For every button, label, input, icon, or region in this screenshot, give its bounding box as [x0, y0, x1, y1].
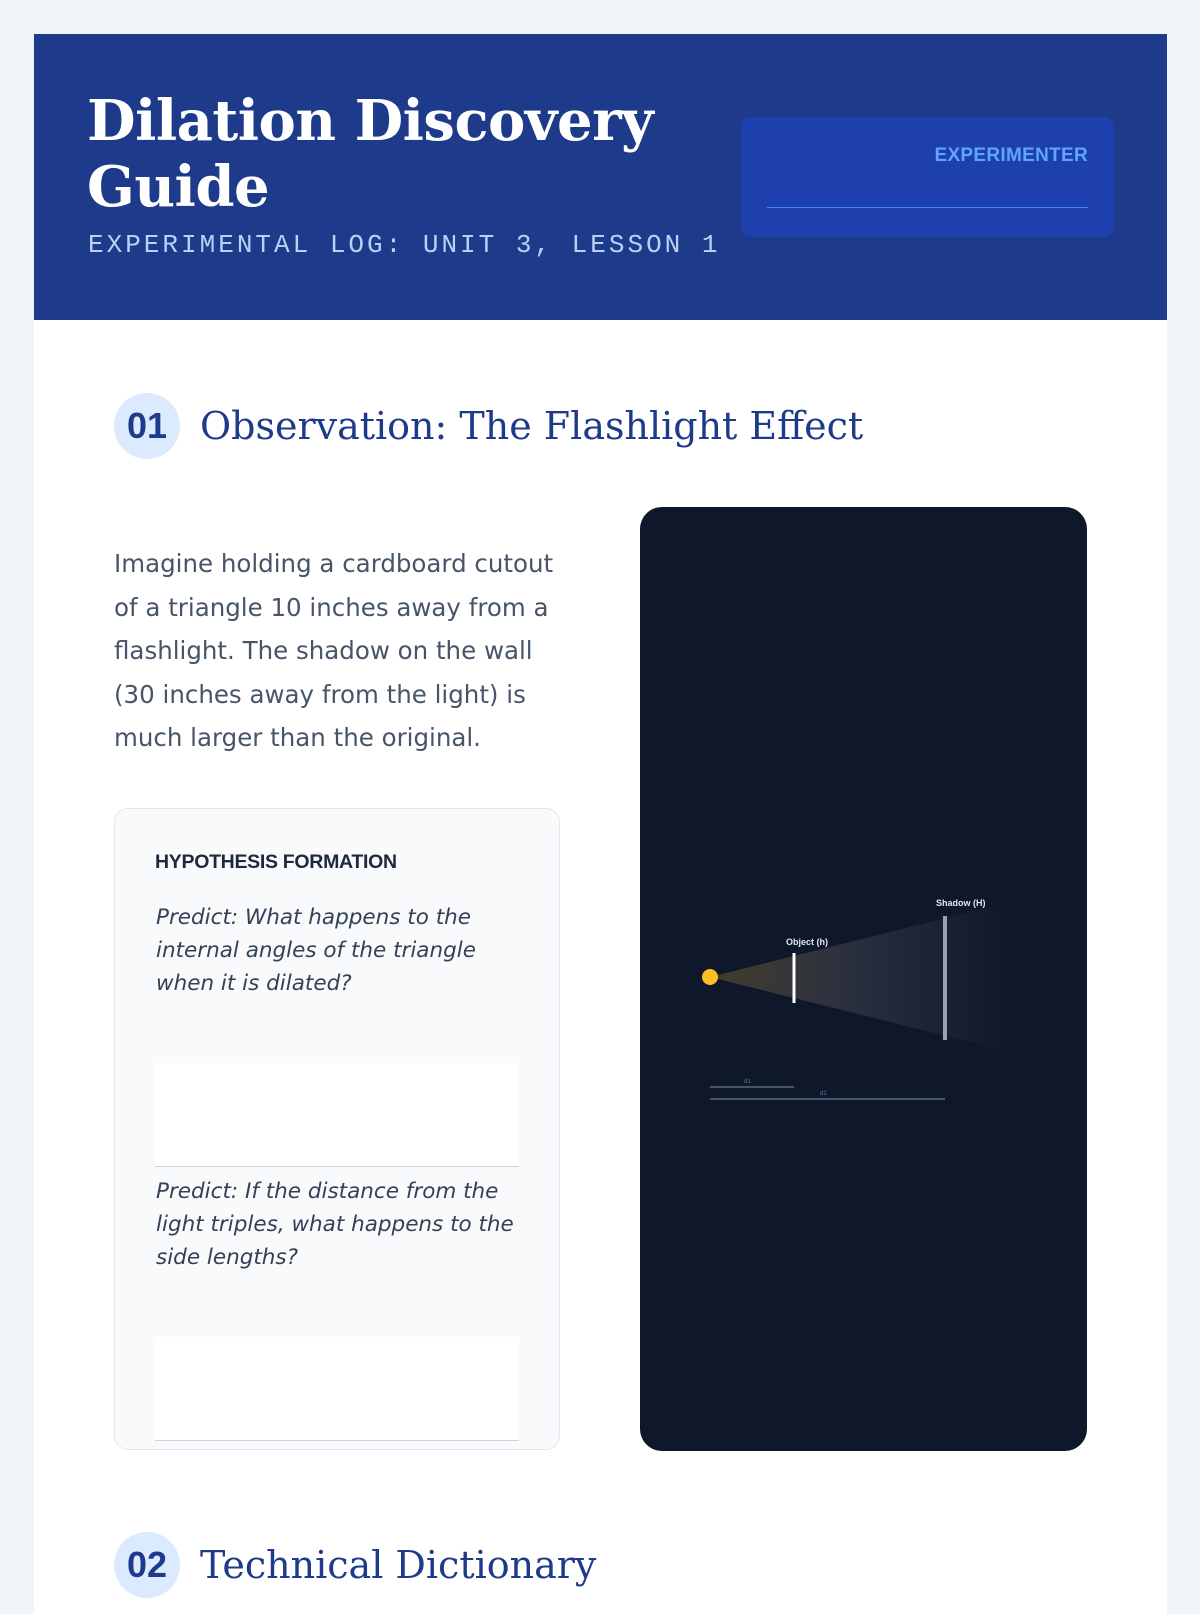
flashlight-icon — [702, 969, 718, 985]
header-banner — [34, 34, 1167, 320]
section-1-number: 01 — [114, 393, 180, 459]
flashlight-diagram-svg — [640, 507, 1087, 1451]
experimenter-input-line — [767, 207, 1088, 208]
light-beam — [710, 902, 1010, 1052]
distance-d1-label: d1 — [744, 1079, 751, 1085]
shadow-label: Shadow (H) — [936, 898, 986, 908]
hypothesis-answer-2[interactable] — [155, 1337, 519, 1441]
hypothesis-answer-1[interactable] — [155, 1063, 519, 1167]
hypothesis-card — [114, 808, 560, 1450]
experimenter-label: EXPERIMENTER — [934, 145, 1088, 166]
object-label: Object (h) — [786, 937, 828, 947]
distance-d2-label: d2 — [820, 1091, 827, 1097]
section-1-heading — [114, 393, 863, 459]
experimenter-field[interactable] — [741, 117, 1114, 237]
section-2-title: Technical Dictionary — [200, 1543, 597, 1587]
page-subtitle: EXPERIMENTAL LOG: UNIT 3, LESSON 1 — [88, 230, 721, 260]
section-2-number: 02 — [114, 1532, 180, 1598]
section-2-heading — [114, 1532, 596, 1598]
hypothesis-question-1: Predict: What happens to the internal angles of the triangle when it is dilated? — [156, 905, 476, 996]
worksheet-page — [34, 34, 1167, 1614]
page-title: Dilation Discovery Guide — [87, 88, 654, 220]
hypothesis-title: HYPOTHESIS FORMATION — [155, 851, 397, 873]
flashlight-diagram — [640, 507, 1087, 1451]
observation-intro-text: Imagine holding a cardboard cutout of a triangle 10 inches away from a flashlight. The shadow on the wall (30 inches away from the light) is much larger than the original. — [114, 549, 554, 752]
hypothesis-question-2: Predict: If the distance from the light triples, what happens to the side lengths? — [156, 1179, 514, 1270]
section-1-title: Observation: The Flashlight Effect — [200, 404, 864, 448]
